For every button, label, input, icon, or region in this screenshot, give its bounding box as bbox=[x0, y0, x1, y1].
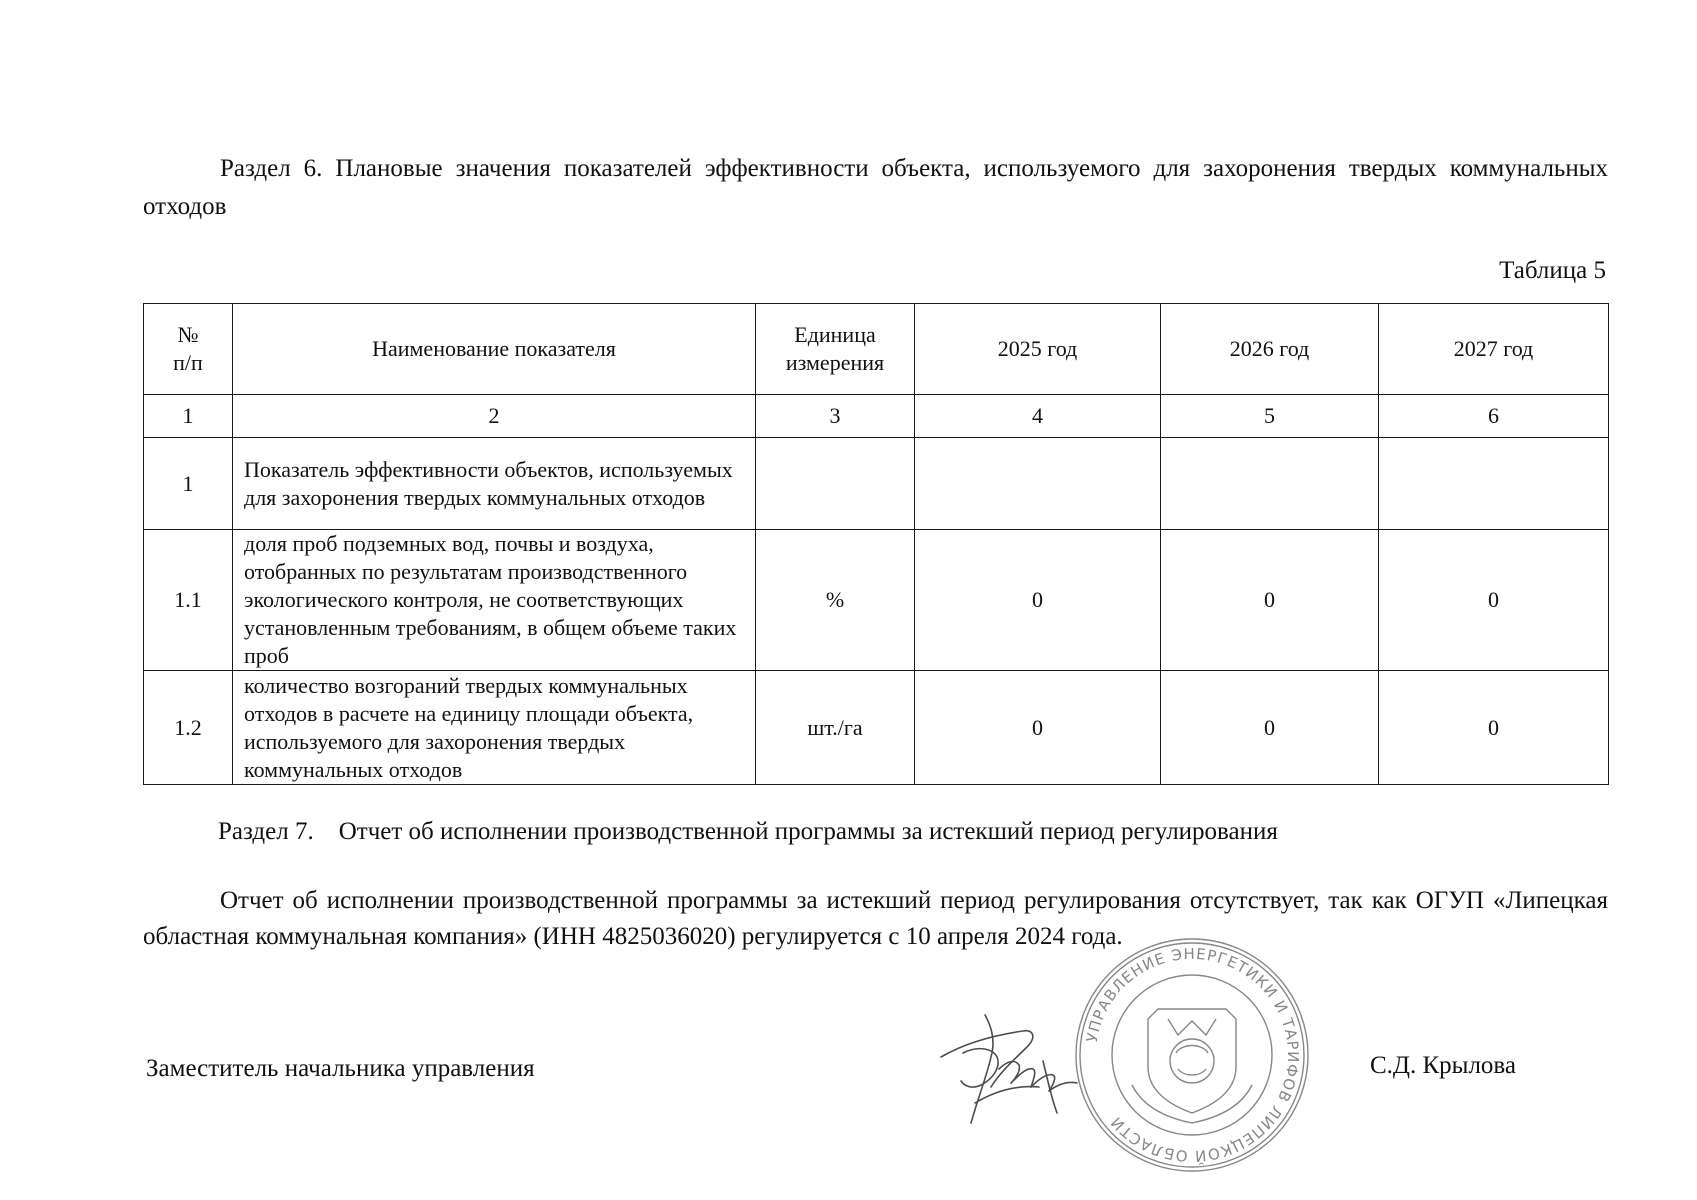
row-number: 1.1 bbox=[144, 530, 233, 671]
column-number: 6 bbox=[1379, 395, 1609, 438]
svg-text:УПРАВЛЕНИЕ ЭНЕРГЕТИКИ И ТАРИФО: УПРАВЛЕНИЕ ЭНЕРГЕТИКИ И ТАРИФОВ ЛИПЕЦКОЙ ОБЛАСТИ bbox=[1082, 944, 1303, 1166]
table-row bbox=[144, 671, 1609, 785]
table-row bbox=[144, 438, 1609, 530]
value-2026 bbox=[1161, 438, 1379, 530]
header-2027: 2027 год bbox=[1379, 304, 1609, 395]
header-number: № п/п bbox=[144, 304, 233, 395]
row-number: 1.2 bbox=[144, 671, 233, 785]
column-number: 2 bbox=[233, 395, 756, 438]
indicator-name: количество возгораний твердых коммунальных отходов в расчете на единицу площади объекта, используемого для захоронения твердых коммунальных отходов bbox=[233, 671, 756, 785]
column-number: 5 bbox=[1161, 395, 1379, 438]
official-stamp bbox=[1072, 935, 1312, 1175]
column-number: 3 bbox=[756, 395, 915, 438]
value-2027: 0 bbox=[1379, 671, 1609, 785]
table-header-row bbox=[144, 304, 1609, 395]
value-2026: 0 bbox=[1161, 530, 1379, 671]
row-number: 1 bbox=[144, 438, 233, 530]
indicator-name: доля проб подземных вод, почвы и воздуха, отобранных по результатам производственного экологического контроля, не соответствующих установленным требованиям, в общем объеме таких проб bbox=[233, 530, 756, 671]
header-2026: 2026 год bbox=[1161, 304, 1379, 395]
signatory-role: Заместитель начальника управления bbox=[146, 1055, 535, 1082]
value-2025: 0 bbox=[915, 530, 1161, 671]
column-number: 4 bbox=[915, 395, 1161, 438]
indicator-unit: % bbox=[756, 530, 915, 671]
header-unit: Единица измерения bbox=[756, 304, 915, 395]
value-2027 bbox=[1379, 438, 1609, 530]
column-number: 1 bbox=[144, 395, 233, 438]
indicator-name: Показатель эффективности объектов, используемых для захоронения твердых коммунальных отходов bbox=[233, 438, 756, 530]
value-2027: 0 bbox=[1379, 530, 1609, 671]
report-paragraph: Отчет об исполнении производственной программы за истекший период регулирования отсутствует, так как ОГУП «Липецкая областная коммунальная компания» (ИНН 4825036020) регулируется с 10 апреля 2024 года. bbox=[143, 887, 1608, 950]
indicator-unit bbox=[756, 438, 915, 530]
section-7-title: Раздел 7. Отчет об исполнении производственной программы за истекший период регулирования bbox=[218, 818, 1278, 845]
column-number-row bbox=[144, 395, 1609, 438]
header-name: Наименование показателя bbox=[233, 304, 756, 395]
table-caption: Таблица 5 bbox=[1499, 257, 1606, 284]
section-6-title: Раздел 6. Плановые значения показателей эффективности объекта, используемого для захоронения твердых коммунальных отходов bbox=[143, 155, 1608, 220]
indicator-unit: шт./га bbox=[756, 671, 915, 785]
value-2025 bbox=[915, 438, 1161, 530]
header-2025: 2025 год bbox=[915, 304, 1161, 395]
indicators-table bbox=[143, 303, 1609, 785]
value-2026: 0 bbox=[1161, 671, 1379, 785]
value-2025: 0 bbox=[915, 671, 1161, 785]
table-row bbox=[144, 530, 1609, 671]
signatory-name: С.Д. Крылова bbox=[1370, 1052, 1516, 1079]
